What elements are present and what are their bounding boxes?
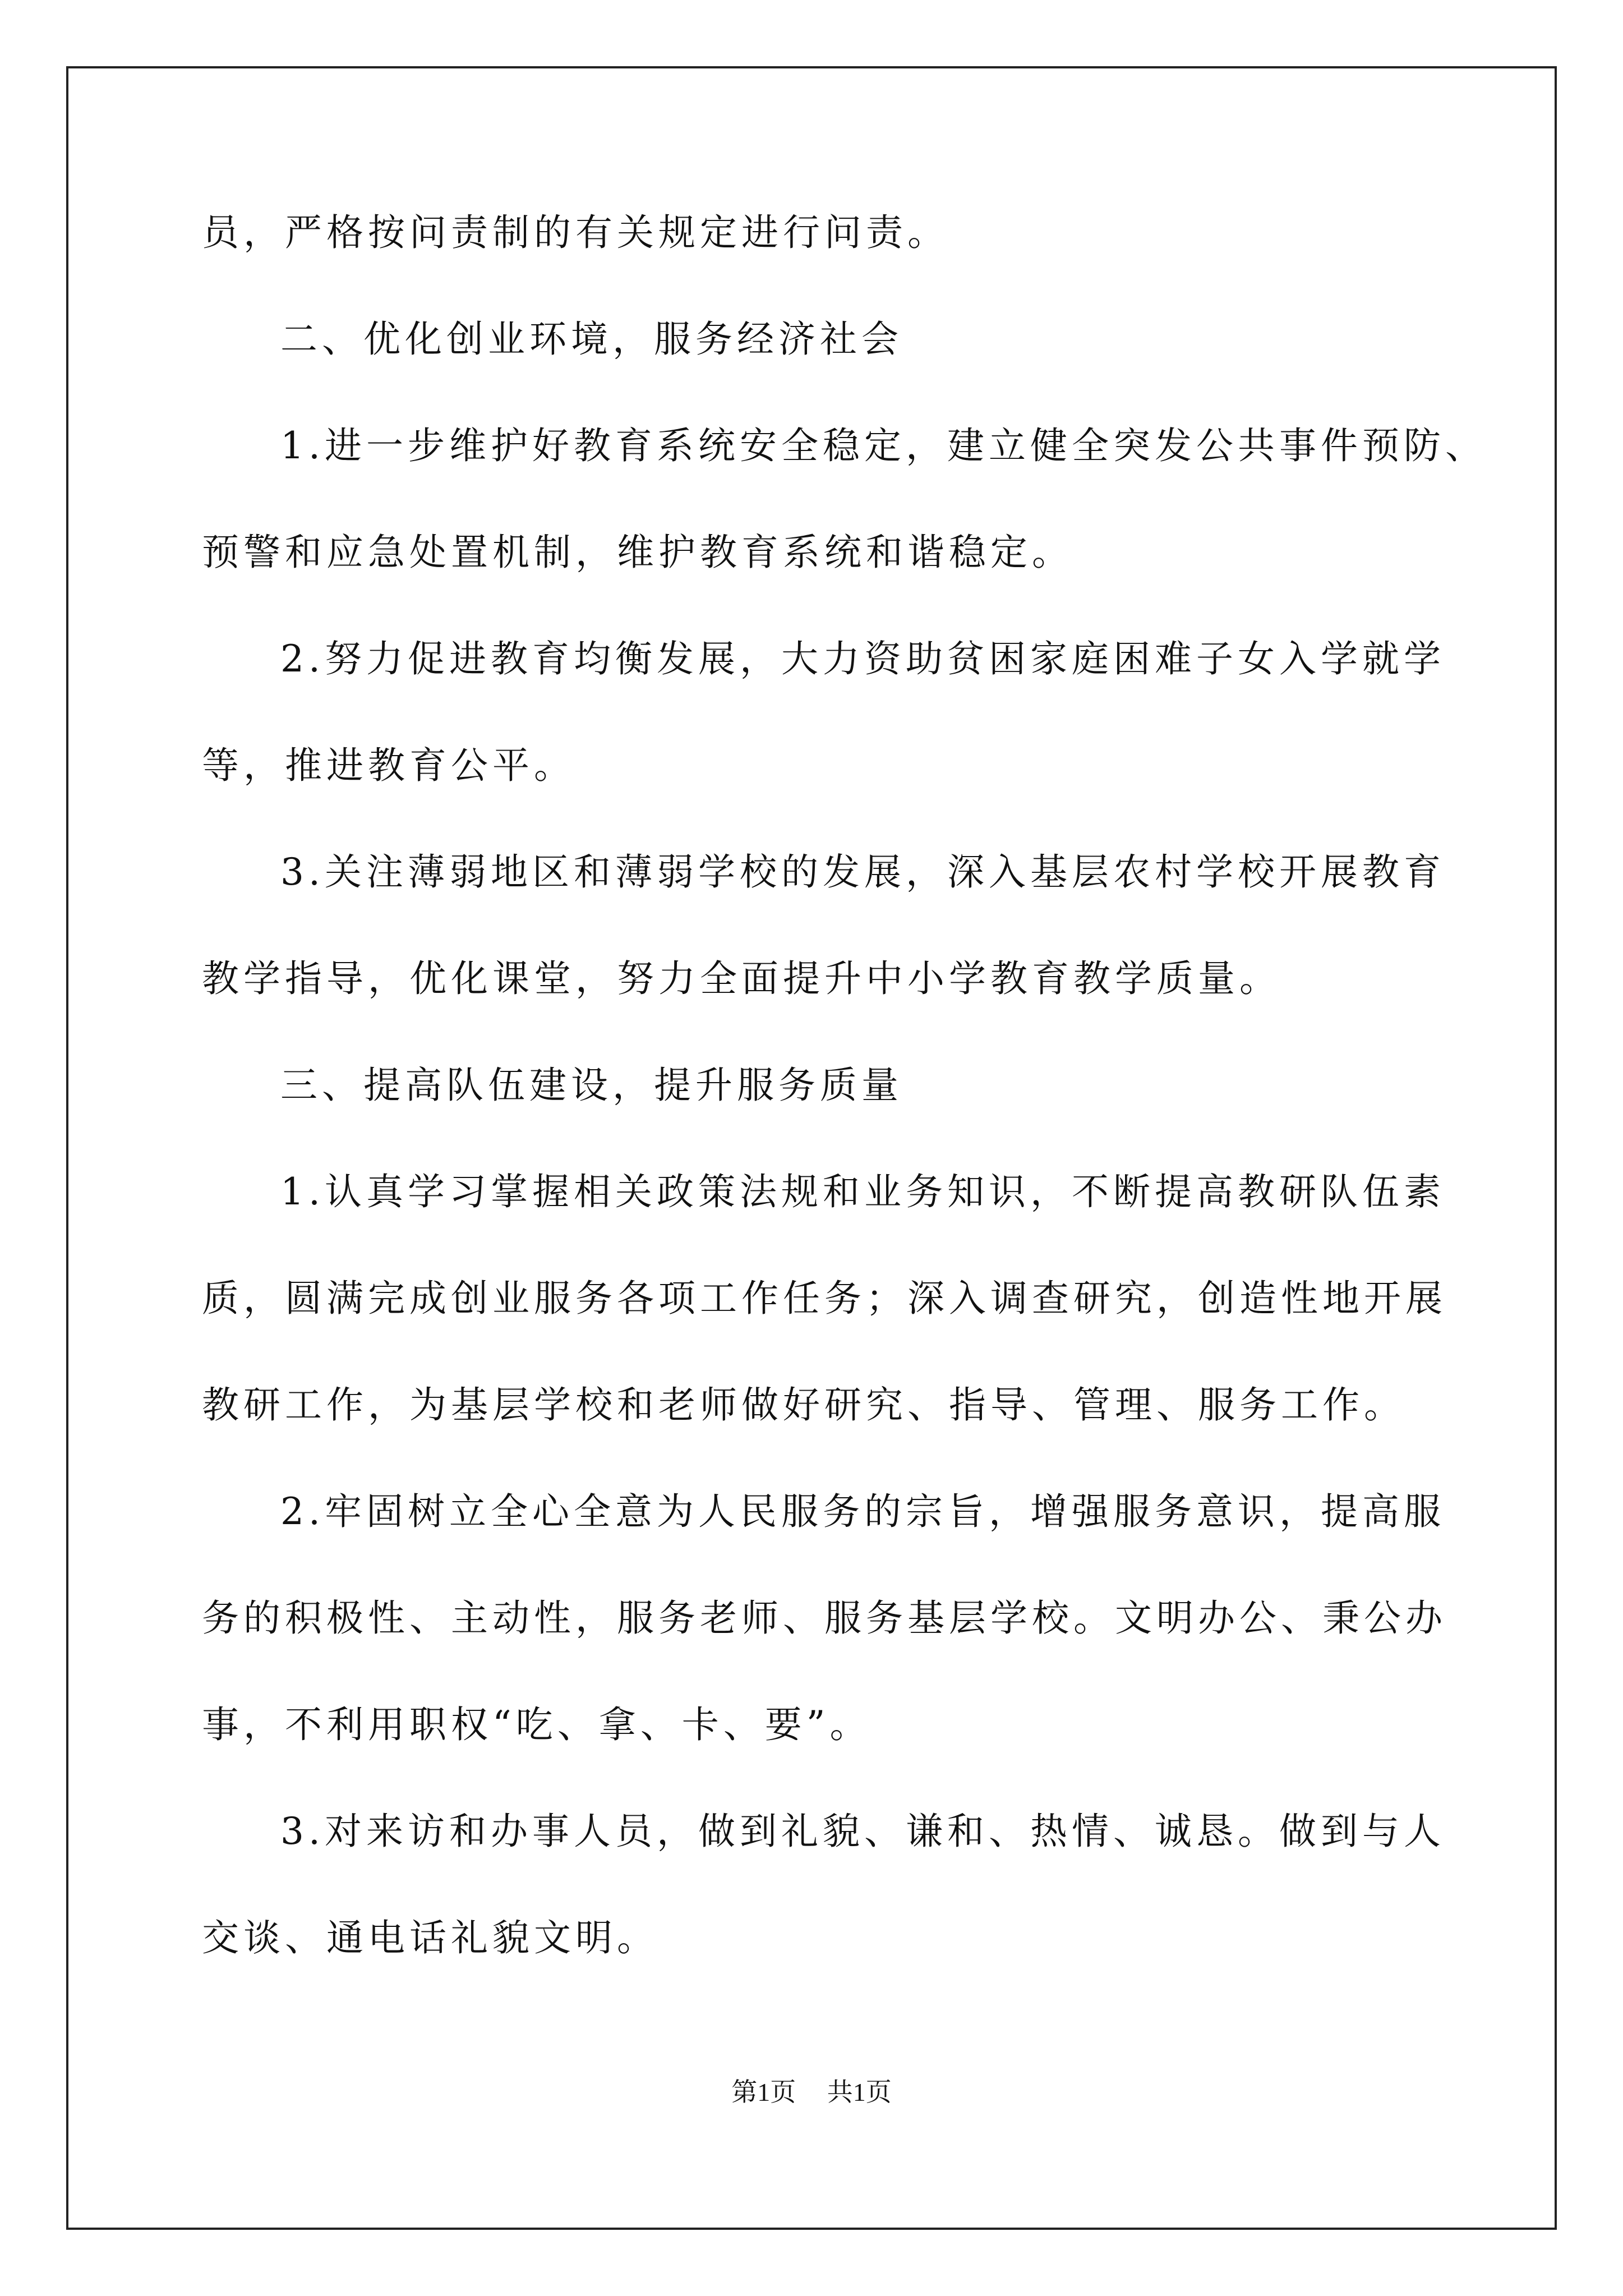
body-line: 2.牢固树立全心全意为人民服务的宗旨，增强服务意识，提高服 [280,1490,1445,1533]
section-heading: 三、提高队伍建设，提升服务质量 [280,1064,903,1107]
body-line: 3.对来访和办事人员，做到礼貌、谦和、热情、诚恳。做到与人 [280,1810,1445,1853]
body-line: 质，圆满完成创业服务各项工作任务；深入调查研究，创造性地开展 [202,1277,1447,1320]
body-line: 1.认真学习掌握相关政策法规和业务知识，不断提高教研队伍素 [280,1170,1445,1213]
page-total: 共1页 [827,2078,892,2106]
page-border [66,66,1557,2230]
body-line: 2.努力促进教育均衡发展，大力资助贫困家庭困难子女入学就学 [280,637,1445,680]
body-line: 等，推进教育公平。 [202,744,575,787]
body-line: 教学指导，优化课堂，努力全面提升中小学教育教学质量。 [202,957,1281,1000]
page-number: 第1页 [731,2078,796,2106]
section-heading: 二、优化创业环境，服务经济社会 [280,318,903,361]
body-line: 教研工作，为基层学校和老师做好研究、指导、管理、服务工作。 [202,1383,1405,1427]
page-footer [0,2076,1623,2109]
body-line: 事，不利用职权“吃、拿、卡、要”。 [202,1703,872,1746]
body-line: 预警和应急处置机制，维护教育系统和谐稳定。 [202,531,1073,574]
body-line: 3.关注薄弱地区和薄弱学校的发展，深入基层农村学校开展教育 [280,850,1445,894]
body-line: 务的积极性、主动性，服务老师、服务基层学校。文明办公、秉公办 [202,1596,1447,1640]
body-line: 员，严格按问责制的有关规定进行问责。 [202,211,949,254]
body-line: 1.进一步维护好教育系统安全稳定，建立健全突发公共事件预防、 [280,424,1487,467]
body-line: 交谈、通电话礼貌文明。 [202,1916,658,1959]
